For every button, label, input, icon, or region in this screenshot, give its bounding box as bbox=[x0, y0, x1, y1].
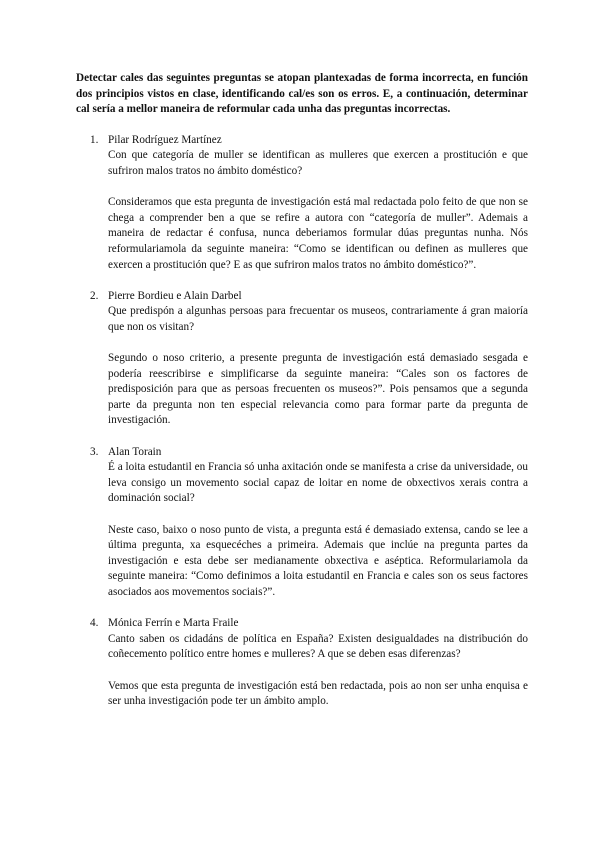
list-item bbox=[76, 133, 528, 273]
list-item bbox=[76, 616, 528, 710]
item-answer: Vemos que esta pregunta de investigación está ben redactada, pois ao non ser unha enquisa e ser unha investigación pode ter un ámbito amplo. bbox=[108, 679, 528, 708]
item-number: 2. bbox=[90, 289, 99, 302]
item-number: 1. bbox=[90, 133, 99, 146]
list-item bbox=[76, 445, 528, 601]
item-question: É a loita estudantil en Francia só unha axitación onde se manifesta a crise da universidade, ou leva consigo un movemento social capaz de loitar en nome de obxectivos xerais contra a dominación social? bbox=[108, 461, 528, 505]
item-question: Que predispón a algunhas persoas para frecuentar os museos, contrariamente á gran maioría que non os visitan? bbox=[108, 305, 528, 333]
item-author: Alan Torain bbox=[108, 445, 162, 458]
item-answer: Neste caso, baixo o noso punto de vista, a pregunta está é demasiado extensa, cando se lee a última pregunta, xa esquecéches a primeira. Ademais que inclúe na pregunta partes da investigación e esta debe ser medianamente obxectiva e aséptica. Reformulariamola da seguinte maneira: “Como definimos a loita estudantil en Francia e cales son os seus factores asociados aos movementos sociais?”. bbox=[108, 523, 528, 598]
document-page bbox=[76, 71, 528, 725]
item-answer: Consideramos que esta pregunta de investigación está mal redactada polo feito de que non se chega a comprender ben a que se refire a autora con “categoría de muller”. Ademais a maneira de redactar é confusa, nunca deberiamos formular dúas preguntas nunha. Nós reformulariamola da seguinte maneira: “Como se identifican ou definen as mulleres que exercen a prostitución que? E as que sufriron malos tratos no ámbito doméstico?”. bbox=[108, 196, 528, 271]
item-number: 4. bbox=[90, 617, 99, 630]
item-number: 3. bbox=[90, 445, 99, 458]
item-author: Mónica Ferrín e Marta Fraile bbox=[108, 617, 239, 630]
item-question: Con que categoría de muller se identifican as mulleres que exercen a prostitución e que sufriron malos tratos no ámbito doméstico? bbox=[108, 149, 528, 177]
list-item bbox=[76, 289, 528, 429]
item-author: Pilar Rodríguez Martínez bbox=[108, 133, 222, 146]
item-answer: Segundo o noso criterio, a presente pregunta de investigación está demasiado sesgada e podería reescribirse e simplificarse da seguinte maneira: “Cales son os factores de predisposición para que as persoas frecuenten os museos?”. Pois pensamos que a segunda parte da pregunta non ten especial relevancia como para formar parte da pregunta de investigación. bbox=[108, 352, 528, 427]
item-author: Pierre Bordieu e Alain Darbel bbox=[108, 289, 242, 302]
question-list bbox=[76, 133, 528, 710]
item-question: Canto saben os cidadáns de política en España? Existen desigualdades na distribución do coñecemento político entre homes e mulleres? A que se deben esas diferenzas? bbox=[108, 632, 528, 661]
instructions-paragraph: Detectar cales das seguintes preguntas se atopan plantexadas de forma incorrecta, en función dos principios vistos en clase, identificando cal/es son os erros. E, a continuación, determinar cal sería a mellor maneira de reformular cada unha das preguntas incorrectas. bbox=[76, 72, 528, 116]
